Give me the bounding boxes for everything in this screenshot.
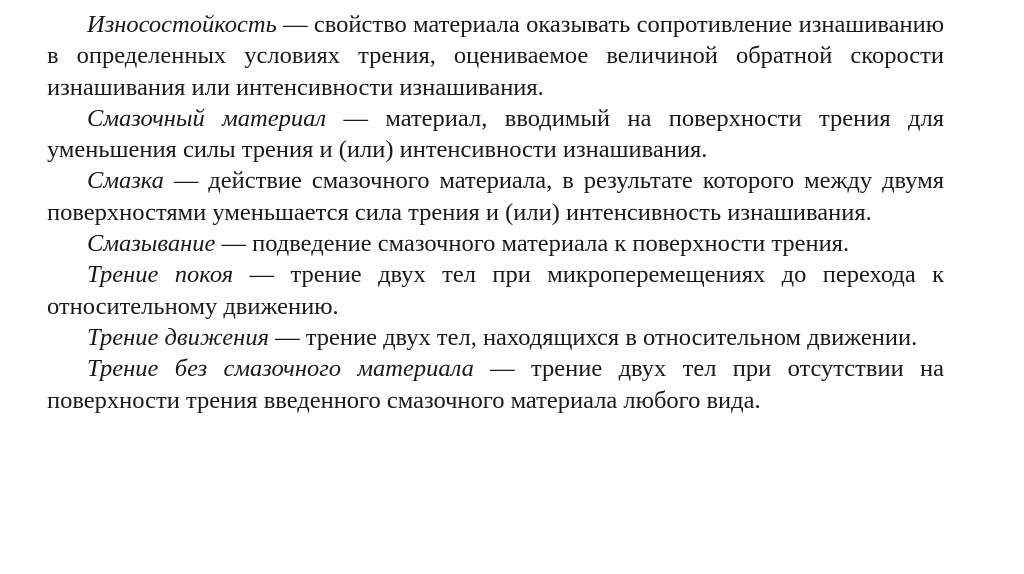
definition-text: — трение двух тел при микроперемещениях до перехода к относительному движению. xyxy=(47,261,944,320)
definition-text: — трение двух тел при отсутствии на поверхности трения введенного смазочного материала любого вида. xyxy=(47,355,945,414)
definition-kinetic-friction xyxy=(47,322,944,353)
definition-text: — действие смазочного материала, в результате которого между двумя поверхностями уменьшается сила трения и (или) интенсивность изнашивания. xyxy=(47,167,944,226)
definition-dry-friction xyxy=(47,353,944,416)
document-page xyxy=(47,9,944,416)
term-label: Износостойкость xyxy=(87,11,277,38)
term-label: Смазочный материал xyxy=(87,104,327,132)
definition-text: — свойство материала оказывать сопротивление изнашиванию в определенных условиях трения, оцениваемое величиной обратной скорости изнашивания или интенсивности изнашивания. xyxy=(47,11,944,101)
definition-lubricating xyxy=(47,228,944,259)
term-label: Трение движения xyxy=(87,323,269,351)
term-label: Смазывание xyxy=(87,230,216,258)
term-label: Трение без смазочного материала xyxy=(87,355,474,383)
definition-wear-resistance xyxy=(47,9,944,103)
definition-text: — материал, вводимый на поверхности трения для уменьшения силы трения и (или) интенсивности изнашивания. xyxy=(47,104,944,164)
term-label: Смазка xyxy=(87,167,164,195)
definition-text: — подведение смазочного материала к поверхности трения. xyxy=(215,230,850,258)
definition-lubricant-material xyxy=(47,103,944,166)
definition-text: — трение двух тел, находящихся в относительном движении. xyxy=(268,323,918,351)
definition-lubrication xyxy=(47,165,944,228)
term-label: Трение покоя xyxy=(87,261,234,289)
definition-static-friction xyxy=(47,259,944,322)
